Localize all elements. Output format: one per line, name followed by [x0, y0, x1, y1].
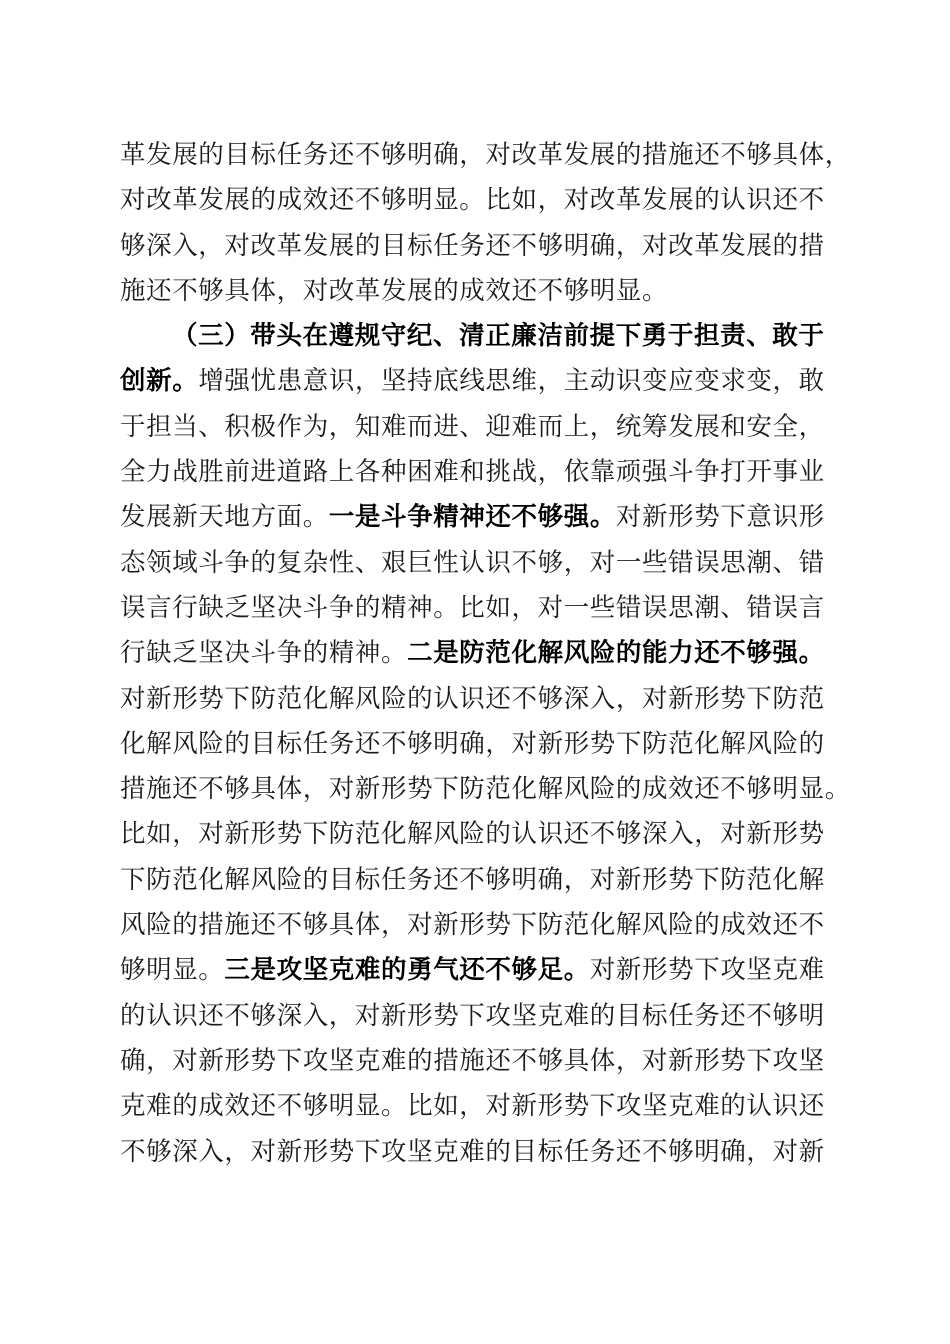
text-line: [120, 178, 835, 223]
text-run: 对新形势下意识形: [615, 502, 825, 533]
text-run: 施还不够具体，对改革发展的成效还不够明显。: [120, 275, 669, 306]
text-run: 化解风险的目标任务还不够明确，对新形势下防范化解风险的: [120, 728, 825, 759]
bold-point-2: 二是防范化解风险的能力还不够强。: [407, 638, 825, 669]
text-line: [120, 586, 835, 631]
text-line: [120, 858, 835, 903]
text-run: 的认识还不够深入，对新形势下攻坚克难的目标任务还不够明: [120, 1000, 825, 1031]
text-line: [120, 994, 835, 1039]
text-line: [120, 903, 835, 948]
text-run: 措施还不够具体，对新形势下防范化解风险的成效还不够明显。: [120, 774, 851, 805]
body-text: [120, 133, 851, 1175]
text-run: 够深入，对改革发展的目标任务还不够明确，对改革发展的措: [120, 230, 825, 261]
bold-point-3: 三是攻坚克难的勇气还不够足。: [224, 955, 590, 986]
text-run: 克难的成效还不够明显。比如，对新形势下攻坚克难的认识还: [120, 1091, 825, 1122]
text-line: [120, 359, 835, 404]
text-run: 态领域斗争的复杂性、艰巨性认识不够，对一些错误思潮、错: [120, 547, 825, 578]
text-run: 风险的措施还不够具体，对新形势下防范化解风险的成效还不: [120, 910, 825, 941]
text-run: 增强忧患意识，坚持底线思维，主动识变应变求变，敢: [198, 366, 825, 397]
text-line: [120, 631, 835, 676]
text-run: 革发展的目标任务还不够明确，对改革发展的措施还不够具体，: [120, 140, 851, 170]
text-run: 够明显。: [120, 955, 225, 986]
text-line: [120, 405, 835, 450]
text-run: 确，对新形势下攻坚克难的措施还不够具体，对新形势下攻坚: [120, 1045, 825, 1076]
bold-point-1: 一是斗争精神还不够强。: [328, 502, 616, 533]
text-line: [120, 812, 835, 857]
text-line: [120, 541, 835, 586]
text-line: [120, 948, 835, 993]
text-line: [120, 677, 835, 722]
text-run: 下防范化解风险的目标任务还不够明确，对新形势下防范化解: [120, 864, 825, 895]
text-line: [120, 495, 835, 540]
text-run: 对新形势下攻坚克难: [589, 955, 825, 986]
text-run: 对新形势下防范化解风险的认识还不够深入，对新形势下防范: [120, 683, 825, 714]
text-run: 行缺乏坚决斗争的精神。: [120, 638, 408, 669]
text-line: [120, 450, 835, 495]
text-line: [120, 1130, 835, 1175]
text-run: 全力战胜前进道路上各种困难和挑战，依靠顽强斗争打开事业: [120, 457, 825, 488]
text-run: 误言行缺乏坚决斗争的精神。比如，对一些错误思潮、错误言: [120, 592, 825, 623]
text-line: [120, 1084, 835, 1129]
text-run: 对改革发展的成效还不够明显。比如，对改革发展的认识还不: [120, 185, 825, 216]
text-line: [120, 767, 851, 812]
text-line: [120, 269, 835, 314]
text-run: 不够深入，对新形势下攻坚克难的目标任务还不够明确，对新: [120, 1136, 825, 1167]
text-run: 于担当、积极作为，知难而进、迎难而上，统筹发展和安全，: [120, 411, 825, 442]
section-heading: （三）带头在遵规守纪、清正廉洁前提下勇于担责、敢于: [172, 321, 825, 352]
text-line: [120, 1039, 835, 1084]
text-line: [120, 722, 835, 767]
text-line: [120, 224, 835, 269]
section-heading-line: [120, 314, 835, 359]
text-run: 比如，对新形势下防范化解风险的认识还不够深入，对新形势: [120, 819, 825, 850]
text-line: [120, 133, 851, 178]
section-heading-end: 创新。: [120, 366, 199, 397]
text-run: 发展新天地方面。: [120, 502, 329, 533]
